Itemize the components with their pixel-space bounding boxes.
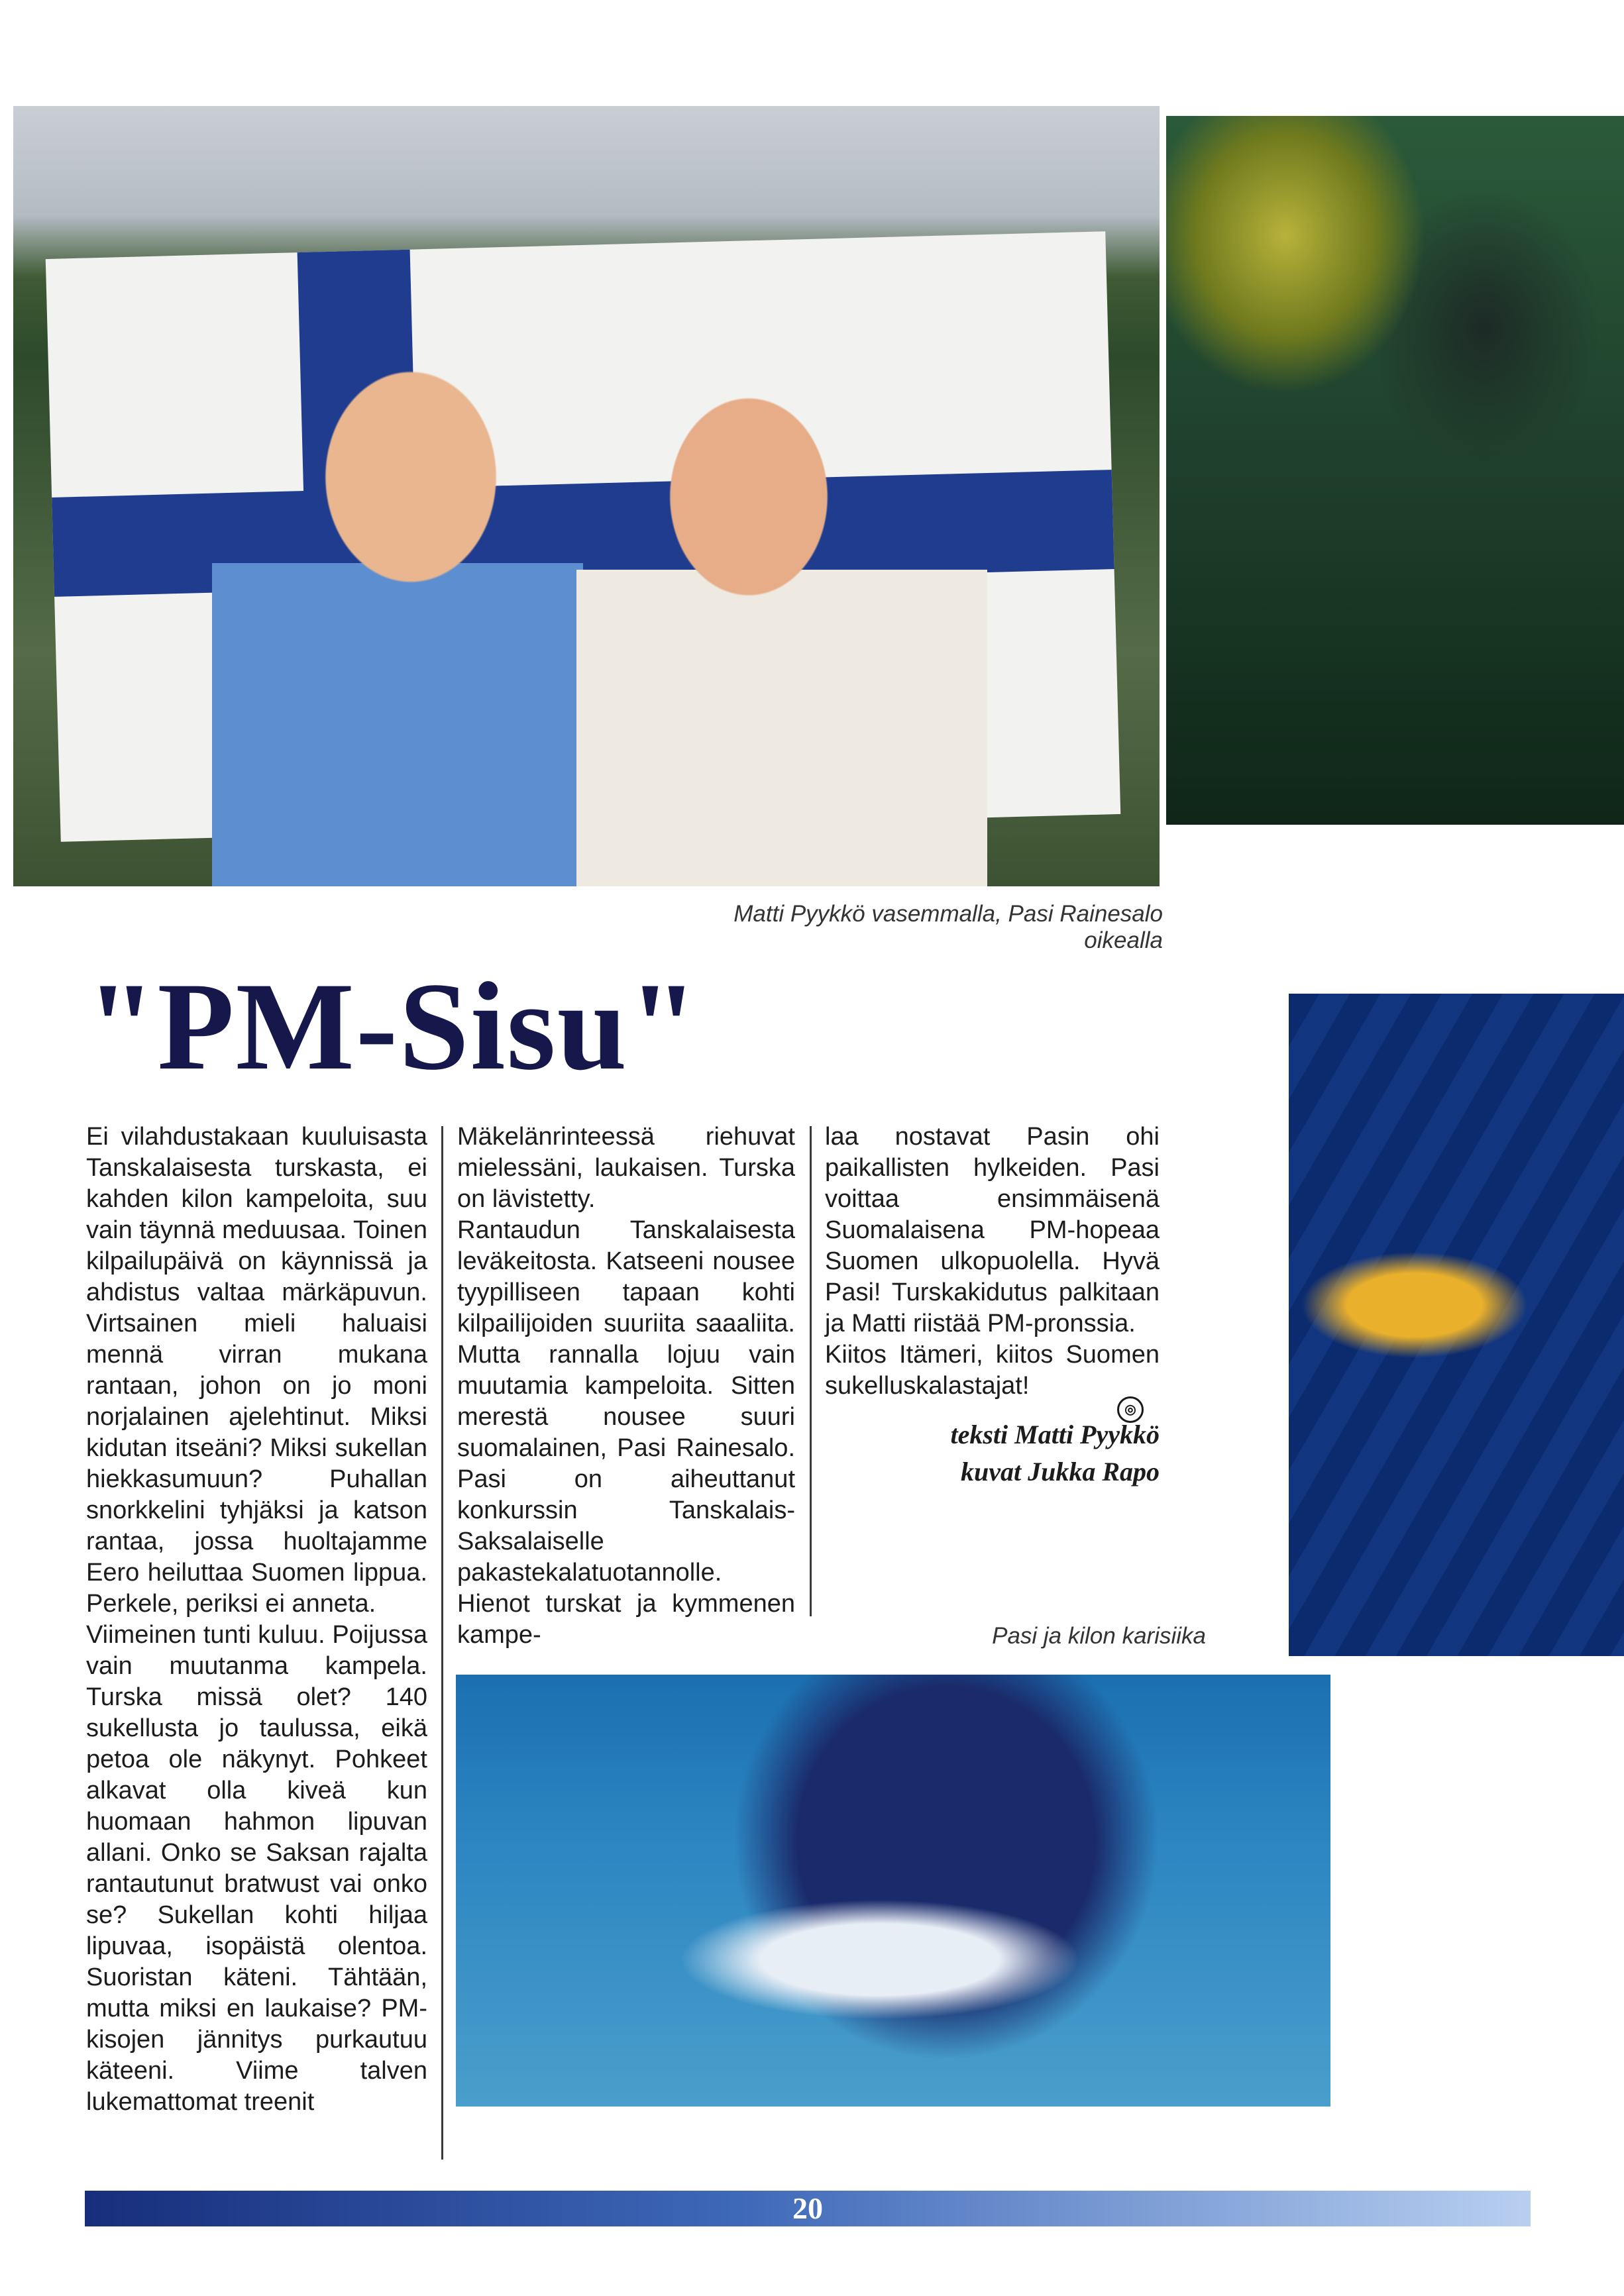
photographer-credit: kuvat Jukka Rapo xyxy=(960,1457,1160,1487)
footer-bar xyxy=(85,2191,1531,2226)
photo-diver-with-whitefish xyxy=(456,1675,1330,2107)
column-rule xyxy=(441,1126,443,2160)
photo-underwater-fish xyxy=(1289,994,1624,1656)
photo-caption-right: Pasi ja kilon karisiika xyxy=(992,1623,1206,1649)
person-right xyxy=(576,358,987,886)
paragraph: Rantaudun Tanskalaisesta leväkeitosta. Katseeni nousee tyypilliseen tapaan kohti kilpailijoiden suuriita saaaliita. Mutta rannalla lojuu vain muutamia kampeloita. Sitten merestä nousee suuri suomalainen, Pasi Rainesalo. Pasi on aiheuttanut konkurssin Tanskalais-Saksalaiselle pakastekalatuotannolle. Hienot turskat ja kymmenen kampe- xyxy=(457,1216,795,1649)
photo-caption-top: Matti Pyykkö vasemmalla, Pasi Rainesalo oikealla xyxy=(733,901,1163,953)
article-end-icon: ◎ xyxy=(1117,1396,1144,1423)
photo-medalists-with-finnish-flag xyxy=(13,106,1160,886)
paragraph: Kiitos Itämeri, kiitos Suomen sukelluskalastajat! xyxy=(825,1341,1160,1400)
article-column-1 xyxy=(86,1122,427,2152)
page-number: 20 xyxy=(792,2191,823,2225)
author-credit: teksti Matti Pyykkö xyxy=(950,1420,1160,1449)
column-rule xyxy=(810,1126,812,1616)
person-left xyxy=(212,325,583,886)
article-headline: "PM-Sisu" xyxy=(86,957,700,1096)
article-column-3 xyxy=(825,1122,1160,1490)
article-column-2 xyxy=(457,1122,795,1649)
photo-underwater-diver xyxy=(1166,116,1624,825)
paragraph: Mäkelänrinteessä riehuvat mielessäni, laukaisen. Turska on lävistetty. xyxy=(457,1123,795,1213)
paragraph: laa nostavat Pasin ohi paikallisten hylkeiden. Pasi voittaa ensimmäisenä Suomalaisena PM-hopeaa Suomen ulkopuolella. Hyvä Pasi! Turskakidutus palkitaan ja Matti riistää PM-pronssia. xyxy=(825,1123,1160,1337)
paragraph: Viimeinen tunti kuluu. Poijussa vain muutanma kampela. Turska missä olet? 140 sukellusta jo taulussa, eikä petoa ole näkynyt. Pohkeet alkavat olla kiveä kun huomaan hahmon lipuvan allani. Onko se Saksan rajalta rantautunut bratwust vai onko se? Sukellan kohti hiljaa lipuvaa, isopäistä olentoa. Suoristan käteni. Tähtään, mutta miksi en laukaise? PM-kisojen jännitys purkautuu käteeni. Viime talven lukemattomat treenit xyxy=(86,1621,427,2116)
paragraph: Ei vilahdustakaan kuuluisasta Tanskalaisesta turskasta, ei kahden kilon kampeloita, suu vain täynnä meduusaa. Toinen kilpailupäivä on käynnissä ja ahdistus valtaa märkäpuvun. Virtsainen mieli haluaisi mennä virran mukana rantaan, johon on jo moni norjalainen ajelehtinut. Miksi kidutan itseäni? Miksi sukellan hiekkasumuun? Puhallan snorkkelini tyhjäksi ja katson rantaa, jossa huoltajamme Eero heiluttaa Suomen lippua. Perkele, periksi ei anneta. xyxy=(86,1123,427,1618)
